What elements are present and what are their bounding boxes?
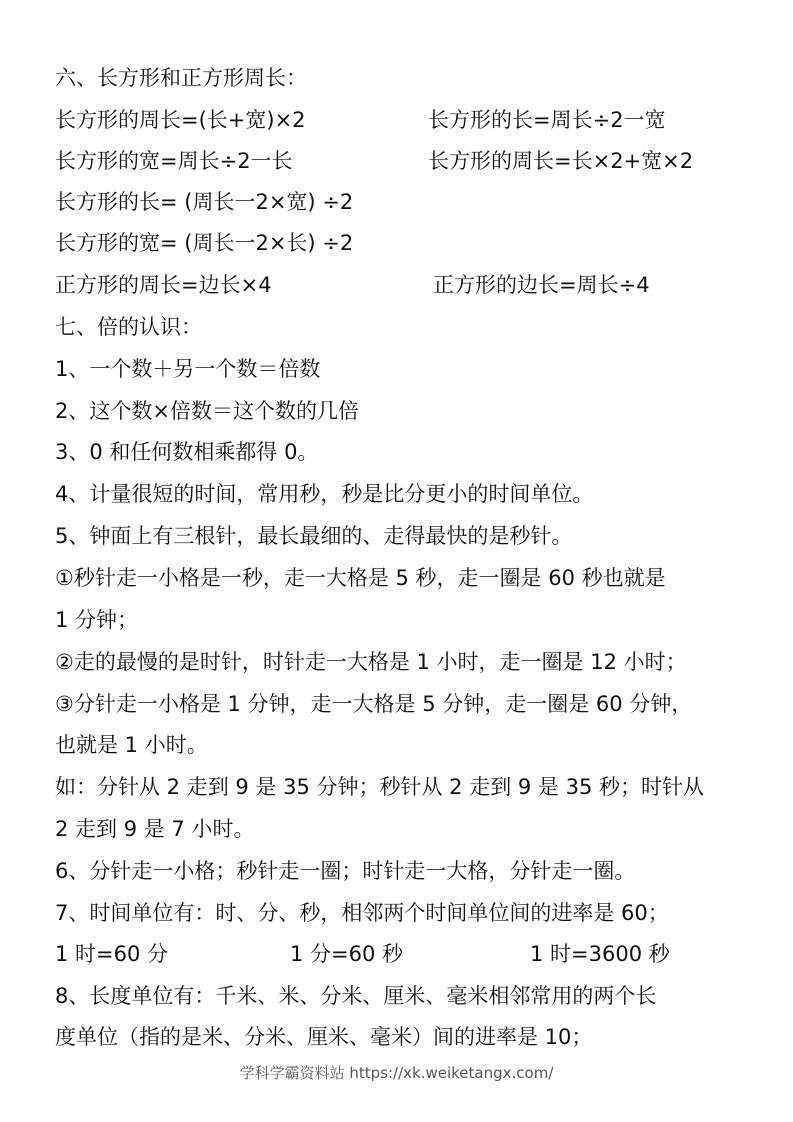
- text-line: 5、钟面上有三根针，最长最细的、走得最快的是秒针。: [55, 524, 573, 548]
- text-line: 7、时间单位有：时、分、秒，相邻两个时间单位间的进率是 60；: [55, 901, 669, 925]
- unit-minute-second: 1 分=60 秒: [290, 942, 404, 966]
- formula-rect-perimeter: 长方形的周长=(长+宽)×2: [55, 108, 306, 132]
- footer-watermark: 学科学霸资料站 https://xk.weiketangx.com/: [239, 1064, 554, 1082]
- text-line: ③分针走一小格是 1 分钟，走一大格是 5 分钟，走一圈是 60 分钟，: [55, 692, 693, 716]
- formula-square-side: 正方形的边长=周长÷4: [433, 273, 650, 297]
- text-line: 如：分针从 2 走到 9 是 35 分钟；秒针从 2 走到 9 是 35 秒；时针从: [55, 775, 704, 799]
- section6-heading: 六、长方形和正方形周长：: [55, 66, 307, 90]
- formula-rect-length-alt: 长方形的长= (周长一2×宽) ÷2: [55, 190, 354, 214]
- formula-rect-width-alt: 长方形的宽= (周长一2×长) ÷2: [55, 231, 354, 255]
- formula-square-perimeter: 正方形的周长=边长×4: [55, 273, 272, 297]
- formula-rect-width: 长方形的宽=周长÷2一长: [55, 149, 293, 173]
- text-line: 也就是 1 小时。: [55, 733, 208, 757]
- text-line: 3、0 和任何数相乘都得 0。: [55, 440, 319, 464]
- text-line: 4、计量很短的时间，常用秒，秒是比分更小的时间单位。: [55, 482, 594, 506]
- text-line: 2、这个数×倍数＝这个数的几倍: [55, 399, 359, 423]
- unit-hour-minute: 1 时=60 分: [55, 942, 169, 966]
- text-line: 1、一个数＋另一个数＝倍数: [55, 357, 321, 381]
- formula-rect-perimeter-alt: 长方形的周长=长×2+宽×2: [428, 149, 694, 173]
- text-line: ①秒针走一小格是一秒，走一大格是 5 秒，走一圈是 60 秒也就是: [55, 566, 666, 590]
- text-line: 度单位（指的是米、分米、厘米、毫米）间的进率是 10；: [55, 1025, 593, 1049]
- unit-hour-second: 1 时=3600 秒: [530, 942, 670, 966]
- text-line: 6、分针走一小格；秒针走一圈；时针走一大格，分针走一圈。: [55, 859, 636, 883]
- text-line: 1 分钟；: [55, 608, 139, 632]
- text-line: ②走的最慢的是时针，时针走一大格是 1 小时，走一圈是 12 小时；: [55, 650, 687, 674]
- section7-heading: 七、倍的认识：: [55, 315, 202, 339]
- formula-rect-length: 长方形的长=周长÷2一宽: [428, 108, 666, 132]
- text-line: 8、长度单位有：千米、米、分米、厘米、毫米相邻常用的两个长: [55, 984, 657, 1008]
- text-line: 2 走到 9 是 7 小时。: [55, 817, 255, 841]
